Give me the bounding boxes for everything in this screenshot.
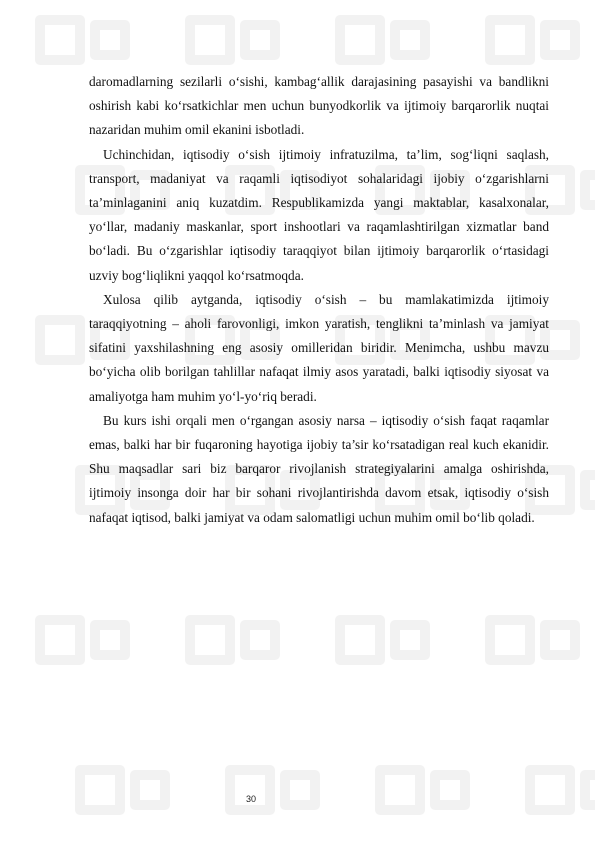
paragraph: Xulosa qilib aytganda, iqtisodiy o‘sish – bu mamlakatimizda ijtimoiy taraqqiyotning – aholi farovonligi, imkon yaratish, tenglikni ta’minlash va jamiyat sifatini yaxshilashning eng asosiy omilleridan biridir. Menimcha, ushbu mavzu bo‘yicha olib borilgan tahlillar nafaqat ilmiy asos yaratadi, balki iqtisodiy siyosat va amaliyotga ham muhim yo‘l-yo‘riq beradi. bbox=[89, 291, 549, 404]
watermark-tile bbox=[340, 20, 425, 60]
watermark-tile bbox=[190, 620, 275, 660]
watermark-tile bbox=[380, 770, 465, 810]
watermark-tile bbox=[490, 620, 575, 660]
watermark-tile bbox=[530, 770, 595, 810]
watermark-tile bbox=[40, 20, 125, 60]
page-number: 30 bbox=[246, 794, 257, 804]
watermark-tile bbox=[340, 620, 425, 660]
watermark-tile bbox=[230, 770, 315, 810]
watermark-tile bbox=[490, 20, 575, 60]
paragraph: Uchinchidan, iqtisodiy o‘sish ijtimoiy infratuzilma, ta’lim, sog‘liqni saqlash, transport, madaniyat va raqamli iqtisodiyot sohalaridagi ijobiy o‘zgarishlarni ta’minlaganini aniq kuzatdim. Respublikamizda yangi maktablar, kasalxonalar, yo‘llar, madaniy maskanlar, sport inshootlari va raqamlashtirilgan xizmatlar band bo‘ladi. Bu o‘zgarishlar iqtisodiy taraqqiyot bilan ijtimoiy barqarorlik o‘rtasidagi uzviy bog‘liqlikni yaqqol ko‘rsatmoqda. bbox=[89, 146, 549, 283]
watermark-tile bbox=[80, 770, 165, 810]
watermark-tile bbox=[40, 620, 125, 660]
paragraph: daromadlarning sezilarli o‘sishi, kambag‘allik darajasining pasayishi va bandlikni oshirish kabi ko‘rsatkichlar men uchun bunyodkorlik va ijtimoiy barqarorlik nuqtai nazaridan muhim omil ekanini isbotladi. bbox=[89, 74, 549, 138]
body-text bbox=[89, 70, 549, 530]
watermark-tile bbox=[190, 20, 275, 60]
paragraph: Bu kurs ishi orqali men o‘rgangan asosiy narsa – iqtisodiy o‘sish faqat raqamlar emas, balki har bir fuqaroning hayotiga ijobiy ta’sir ko‘rsatadigan real kuch ekanidir. Shu maqsadlar sari biz barqaror rivojlanish strategiyalarini amalga oshirishda, ijtimoiy insonga doir har bir sohani rivojlantirishda davom etsak, iqtisodiy o‘sish nafaqat iqtisod, balki jamiyat va odam salomatligi uchun muhim omil bo‘lib qoladi. bbox=[89, 412, 549, 525]
